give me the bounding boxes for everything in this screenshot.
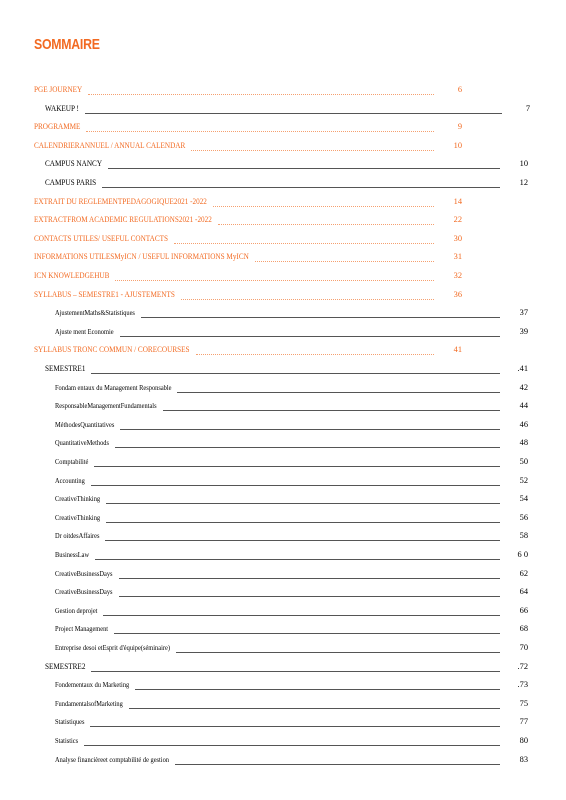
toc-entry-page: 66	[519, 605, 528, 615]
toc-leader-line	[191, 150, 434, 151]
toc-entry-label: SYLLABUS – SEMESTRE1 - AJUSTEMENTS	[34, 289, 175, 299]
toc-entry-page: 44	[519, 401, 528, 411]
toc-entry[interactable]	[0, 475, 566, 493]
toc-entry-page: 62	[519, 568, 528, 578]
toc-entry-page: 75	[519, 698, 528, 708]
toc-entry-label: EXTRAIT DU REGLEMENTPEDAGOGIQUE2021 -2022	[34, 196, 207, 206]
toc-entry-label: CreativeThinking	[55, 494, 101, 504]
toc-entry-label: Fondementaux du Marketing	[55, 680, 130, 690]
toc-leader-line	[90, 726, 500, 727]
toc-entry-label: Project Management	[55, 624, 109, 634]
toc-entry-label: CAMPUS NANCY	[45, 159, 103, 169]
toc-entry[interactable]	[0, 251, 566, 269]
toc-entry-page: 6 0	[517, 550, 528, 559]
toc-entry-label: AjustementMaths&Statistiques	[55, 308, 135, 318]
toc-entry-label: EXTRACTFROM ACADEMIC REGULATIONS2021 -2022	[34, 215, 212, 225]
toc-entry-label: MéthodesQuantitatives	[55, 419, 115, 429]
toc-entry-label: QuantitativeMethods	[55, 438, 109, 448]
toc-entry-label: Comptabilité	[55, 457, 89, 466]
toc-entry[interactable]	[0, 568, 566, 586]
toc-leader-line	[115, 447, 500, 448]
toc-leader-line	[84, 745, 500, 746]
toc-entry-label: SEMESTRE1	[45, 364, 86, 373]
toc-entry-page: 10	[519, 159, 528, 169]
toc-leader-line	[120, 429, 500, 430]
toc-entry[interactable]	[0, 363, 566, 381]
toc-entry-page: .72	[517, 661, 528, 671]
toc-entry-label: Fondam entaux du Management Responsable	[55, 382, 172, 392]
toc-leader-line	[141, 317, 500, 318]
toc-entry-label: Ajuste ment Economie	[55, 326, 114, 336]
toc-entry[interactable]	[0, 735, 566, 753]
toc-entry-page: .73	[517, 680, 528, 690]
toc-entry[interactable]	[0, 158, 566, 176]
toc-entry-page: 80	[519, 736, 528, 745]
toc-entry-label: INFORMATIONS UTILESMyICN / USEFUL INFORMATIONS MyICN	[34, 252, 249, 262]
toc-entry-label: FundamentalsofMarketing	[55, 698, 123, 708]
toc-leader-line	[94, 466, 500, 467]
toc-leader-line	[91, 373, 500, 374]
toc-entry-label: CreativeBusinessDays	[55, 568, 113, 578]
toc-entry-label: SEMESTRE2	[45, 661, 86, 671]
toc-entry[interactable]	[0, 177, 566, 195]
toc-entry[interactable]	[0, 344, 566, 362]
toc-entry-page: 7	[525, 103, 530, 113]
toc-leader-line	[120, 336, 500, 337]
toc-entry-page: 64	[519, 587, 528, 597]
toc-entry[interactable]	[0, 121, 566, 139]
toc-entry-label: CAMPUS PARIS	[45, 178, 97, 187]
toc-leader-line	[106, 503, 500, 504]
toc-entry-page: 32	[453, 271, 462, 280]
toc-entry-label: ICN KNOWLEDGEHUB	[34, 271, 110, 280]
toc-entry-page: 42	[519, 382, 528, 392]
toc-leader-line	[119, 578, 500, 579]
toc-entry-label: PGE JOURNEY	[34, 85, 83, 94]
toc-leader-line	[88, 94, 434, 95]
toc-leader-line	[91, 671, 500, 672]
toc-entry-label: BusinessLaw	[55, 550, 90, 559]
toc-leader-line	[196, 354, 434, 355]
toc-entry-label: ResponsableManagementFundamentals	[55, 401, 157, 411]
toc-entry[interactable]	[0, 754, 566, 772]
toc-entry[interactable]	[0, 196, 566, 214]
toc-entry-label: WAKEUP !	[45, 103, 79, 113]
toc-entry-label: CreativeThinking	[55, 512, 101, 522]
toc-entry-page: 14	[453, 196, 462, 206]
toc-leader-line	[163, 410, 500, 411]
toc-leader-line	[103, 615, 500, 616]
toc-entry-page: 10	[453, 140, 462, 150]
toc-entry-label: CALENDRIERANNUEL / ANNUAL CALENDAR	[34, 140, 186, 150]
toc-entry-page: 68	[519, 624, 528, 634]
toc-leader-line	[174, 243, 434, 244]
toc-leader-line	[213, 206, 434, 207]
toc-entry-page: 9	[457, 122, 462, 132]
toc-entry-page: 22	[453, 215, 462, 225]
toc-entry[interactable]	[0, 382, 566, 400]
toc-entry[interactable]	[0, 530, 566, 548]
toc-leader-line	[175, 764, 500, 765]
toc-entry-page: 77	[519, 717, 528, 727]
toc-entry[interactable]	[0, 679, 566, 697]
toc-entry[interactable]	[0, 586, 566, 604]
toc-leader-line	[102, 187, 500, 188]
toc-entry-label: Gestion deprojet	[55, 605, 98, 615]
toc-leader-line	[86, 131, 434, 132]
toc-entry[interactable]	[0, 661, 566, 679]
toc-entry-page: 52	[519, 475, 528, 485]
toc-entry-page: 31	[453, 252, 462, 262]
toc-entry[interactable]	[0, 456, 566, 474]
toc-entry-label: Statistiques	[55, 717, 85, 727]
toc-entry[interactable]	[0, 419, 566, 437]
toc-leader-line	[106, 522, 500, 523]
toc-leader-line	[176, 652, 500, 653]
toc-entry[interactable]	[0, 623, 566, 641]
toc-entry-page: 58	[519, 531, 528, 541]
toc-entry[interactable]	[0, 605, 566, 623]
toc-entry-page: 39	[519, 326, 528, 336]
toc-entry-page: 41	[453, 345, 462, 355]
toc-entry-page: 46	[519, 419, 528, 429]
toc-leader-line	[85, 113, 502, 114]
toc-leader-line	[129, 708, 500, 709]
toc-leader-line	[135, 689, 500, 690]
toc-entry-page: 37	[519, 308, 528, 318]
toc-entry-label: CONTACTS UTILES/ USEFUL CONTACTS	[34, 233, 169, 243]
toc-leader-line	[91, 485, 500, 486]
toc-entry[interactable]	[0, 698, 566, 716]
toc-entry[interactable]	[0, 289, 566, 307]
toc-entry[interactable]	[0, 512, 566, 530]
toc-entry-page: 50	[519, 457, 528, 466]
toc-entry[interactable]	[0, 642, 566, 660]
toc-entry-page: 56	[519, 512, 528, 522]
toc-entry-page: 6	[457, 85, 462, 94]
toc-entry-label: Accounting	[55, 475, 85, 485]
toc-leader-line	[255, 261, 434, 262]
toc-leader-line	[119, 596, 500, 597]
toc-entry[interactable]	[0, 549, 566, 567]
toc-entry-page: 70	[519, 643, 528, 652]
toc-entry-label: PROGRAMME	[34, 122, 81, 132]
toc-entry[interactable]	[0, 307, 566, 325]
toc-leader-line	[177, 392, 500, 393]
toc-entry-label: SYLLABUS TRONC COMMUN / CORECOURSES	[34, 345, 190, 355]
toc-entry-label: CreativeBusinessDays	[55, 587, 113, 597]
toc-entry[interactable]	[0, 214, 566, 232]
toc-leader-line	[181, 299, 434, 300]
toc-entry[interactable]	[0, 233, 566, 251]
toc-entry-page: 48	[519, 438, 528, 448]
toc-entry[interactable]	[0, 140, 566, 158]
toc-entry-page: 83	[519, 754, 528, 764]
toc-entry[interactable]	[0, 716, 566, 734]
toc-entry-label: Analyse financièreet comptabilité de gestion	[55, 754, 169, 764]
toc-entry[interactable]	[0, 493, 566, 511]
toc-entry[interactable]	[0, 270, 566, 288]
toc-entry[interactable]	[0, 326, 566, 344]
toc-entry[interactable]	[0, 400, 566, 418]
toc-entry[interactable]	[0, 437, 566, 455]
toc-entry-page: 54	[519, 494, 528, 504]
toc-entry-page: 30	[453, 233, 462, 243]
toc-leader-line	[115, 280, 434, 281]
toc-entry-page: 12	[519, 178, 528, 187]
toc-entry-label: Entreprise desoi etEsprit d'équipe(séminaire)	[55, 643, 170, 652]
toc-entry[interactable]	[0, 103, 566, 121]
toc-entry-page: .41	[517, 364, 528, 373]
toc-entry[interactable]	[0, 84, 566, 102]
toc-leader-line	[108, 168, 500, 169]
toc-leader-line	[105, 540, 500, 541]
toc-entry-label: Statistics	[55, 736, 79, 745]
page-title: SOMMAIRE	[34, 36, 100, 53]
toc-leader-line	[95, 559, 500, 560]
toc-entry-page: 36	[453, 289, 462, 299]
toc-leader-line	[218, 224, 434, 225]
toc-entry-label: Dr oitdesAffaires	[55, 531, 100, 541]
toc-leader-line	[114, 633, 500, 634]
